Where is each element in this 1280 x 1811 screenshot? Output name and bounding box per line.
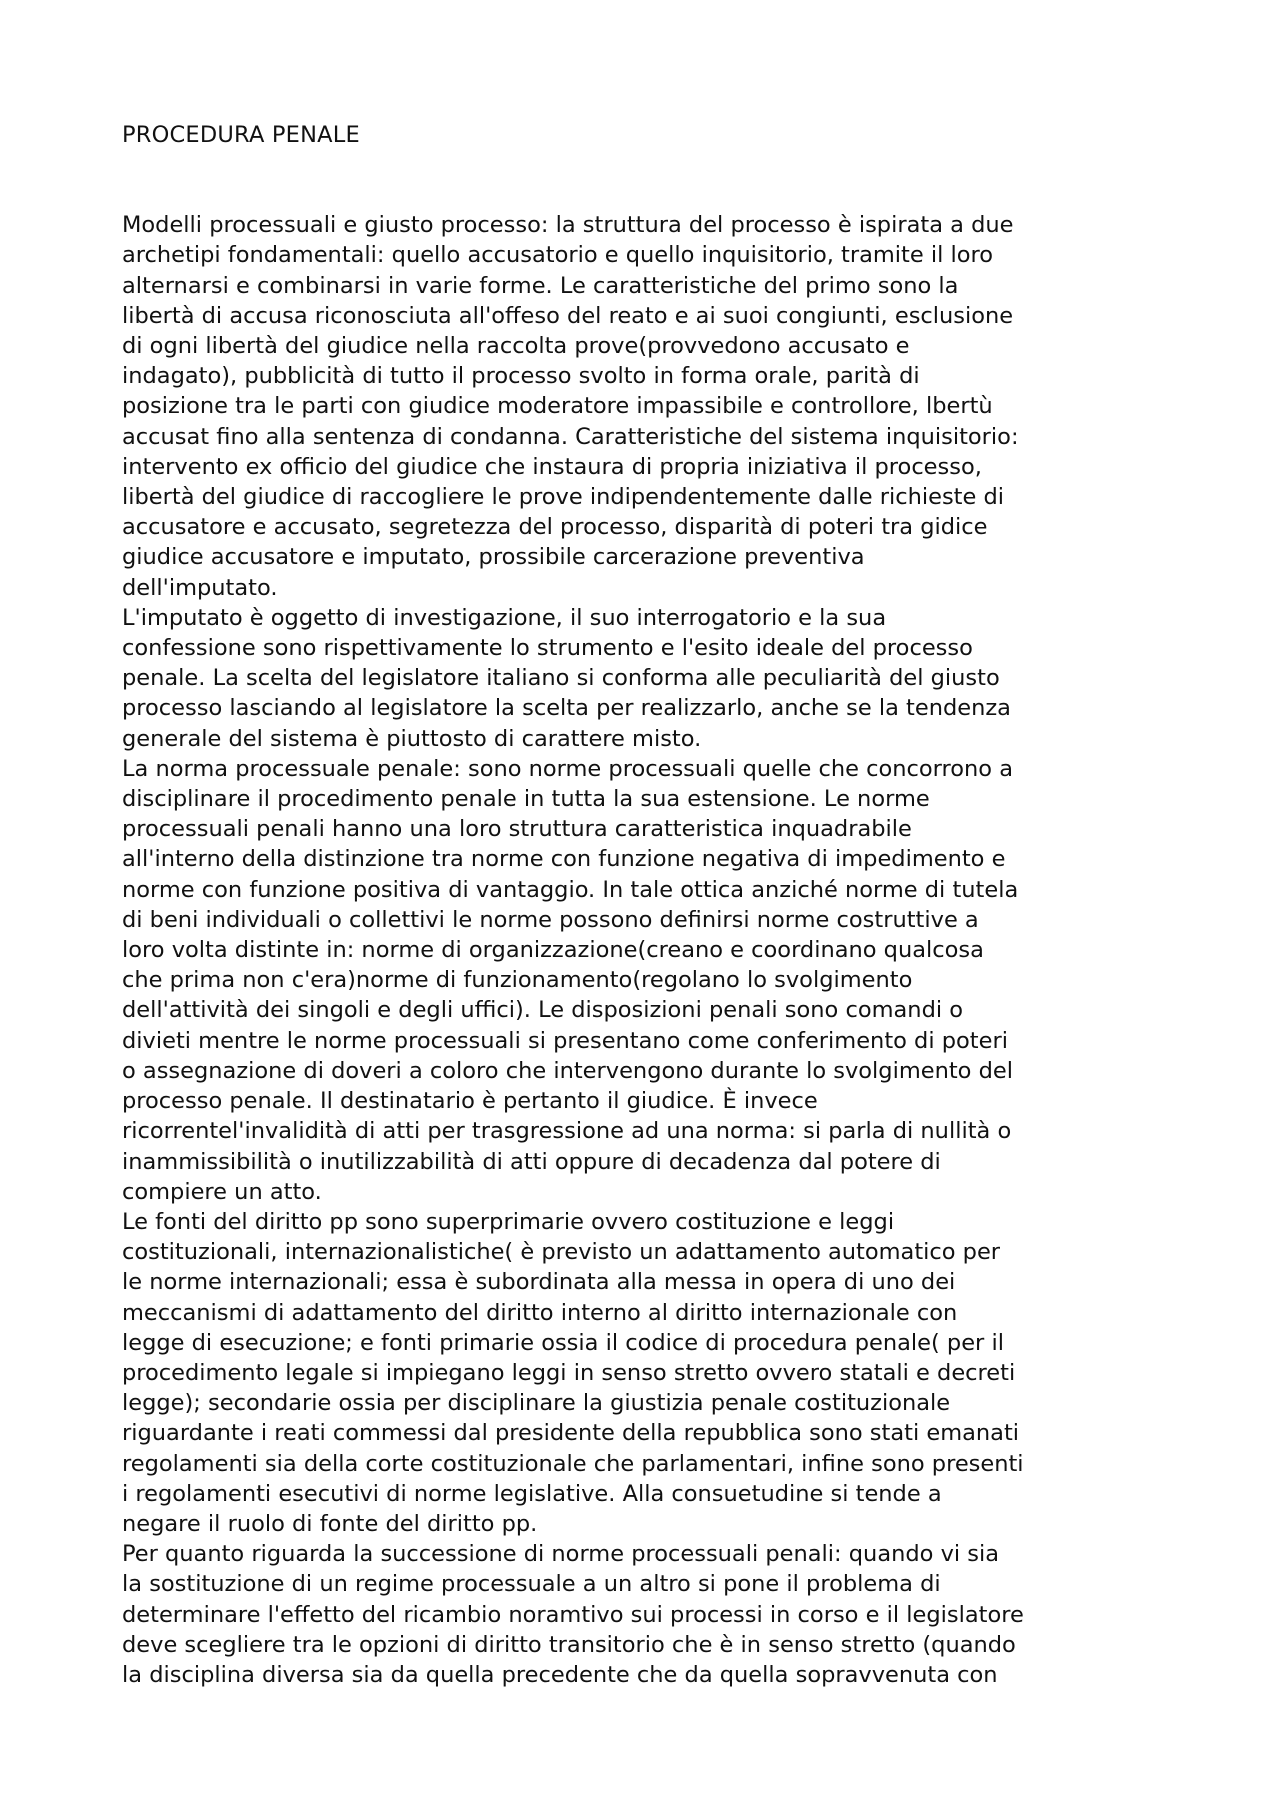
document-title: PROCEDURA PENALE [122,122,360,148]
paragraph-successione-norme: Per quanto riguarda la successione di norme processuali penali: quando vi sia la sostituzione di un regime processuale a un altro si pone il problema di determinare l'effetto del ricambio noramtivo sui processi in corso e il legislatore deve scegliere tra le opzioni di diritto transitorio che è in senso stretto (quando la disciplina diversa sia da quella precedente che da quella sopravvenuta con [122,1541,1024,1688]
paragraph-fonti-diritto: Le fonti del diritto pp sono superprimarie ovvero costituzione e leggi costituzionali, internazionalistiche( è previsto un adattamento automatico per le norme internazionali; essa è subordinata alla messa in opera di uno dei meccanismi di adattamento del diritto interno al diritto internazionale con legge di esecuzione; e fonti primarie ossia il codice di procedura penale( per il procedimento legale si impiegano leggi in senso stretto ovvero statali e decreti legge); secondarie ossia per disciplinare la giustizia penale costituzionale riguardante i reati commessi dal presidente della repubblica sono stati emanati regolamenti sia della corte costituzionale che parlamentari, infine sono presenti i regolamenti esecutivi di norme legislative. Alla consuetudine si tende a negare il ruolo di fonte del diritto pp. [122,1208,1024,1537]
paragraph-norma-processuale: La norma processuale penale: sono norme processuali quelle che concorrono a disciplinare il procedimento penale in tutta la sua estensione. Le norme processuali penali hanno una loro struttura caratteristica inquadrabile all'interno della distinzione tra norme con funzione negativa di impedimento e norme con funzione positiva di vantaggio. In tale ottica anziché norme di tutela di beni individuali o collettivi le norme possono definirsi norme costruttive a loro volta distinte in: norme di organizzazione(creano e coordinano qualcosa che prima non c'era)norme di funzionamento(regolano lo svolgimento dell'attività dei singoli e degli uffici). Le disposizioni penali sono comandi o divieti mentre le norme processuali si presentano come conferimento di poteri o assegnazione di doveri a coloro che intervengono durante lo svolgimento del processo penale. Il destinatario è pertanto il giudice. È invece ricorrentel'invalidità di atti per trasgressione ad una norma: si parla di nullità o inammissibilità o inutilizzabilità di atti oppure di decadenza dal potere di compiere un atto. [122,755,1019,1205]
paragraph-modelli-processuali: Modelli processuali e giusto processo: la struttura del processo è ispirata a due archetipi fondamentali: quello accusatorio e quello inquisitorio, tramite il loro alternarsi e combinarsi in varie forme. Le caratteristiche del primo sono la libertà di accusa riconosciuta all'offeso del reato e ai suoi congiunti, esclusione di ogni libertà del giudice nella raccolta prove(provvedono accusato e indagato), pubblicità di tutto il processo svolto in forma orale, parità di posizione tra le parti con giudice moderatore impassibile e controllore, lbertù accusat fino alla sentenza di condanna. Caratteristiche del sistema inquisitorio: intervento ex officio del giudice che instaura di propria iniziativa il processo, libertà del giudice di raccogliere le prove indipendentemente dalle richieste di accusatore e accusato, segretezza del processo, disparità di poteri tra gidice giudice accusatore e imputato, prossibile carcerazione preventiva dell'imputato. [122,212,1019,601]
title-spacer [122,150,1172,210]
paragraph-imputato: L'imputato è oggetto di investigazione, il suo interrogatorio e la sua confessione sono rispettivamente lo strumento e l'esito ideale del processo penale. La scelta del legislatore italiano si conforma alle peculiarità del giusto processo lasciando al legislatore la scelta per realizzarlo, anche se la tendenza generale del sistema è piuttosto di carattere misto. [122,604,1011,752]
document-body [122,120,1172,1690]
